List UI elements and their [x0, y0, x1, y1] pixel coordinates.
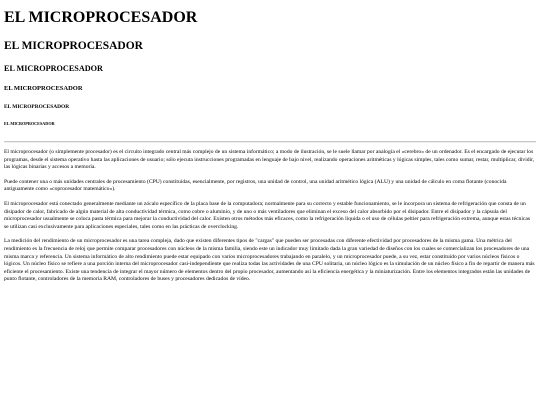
paragraph-performance: La medición del rendimiento de un microprocesador es una tarea compleja, dado que existen diferentes tipos de "cargas" que pueden ser procesadas con diferente efectividad por procesadores de la misma gama. Una métrica del rendimiento es la frecuencia de reloj que permite comparar procesadores con núcleos de la misma familia, siendo este un indicador muy limitado dada la gran variedad de diseños con los cuales se comercializan los procesadores de una misma marca y referencia. Un sistema informático de alto rendimiento puede estar equipado con varios microprocesadores trabajando en paralelo, y un microprocesador puede, a su vez, estar constituido por varios núcleos físicos o lógicos. Un núcleo físico se refiere a una porción interna del microprocesador casi-independiente que realiza todas las actividades de una CPU solitaria, un núcleo lógico es la simulación de un núcleo físico a fin de repartir de manera más eficiente el procesamiento. Existe una tendencia de integrar el mayor número de elementos dentro del propio procesador, aumentando así la eficiencia energética y la miniaturización. Entre los elementos integrados están las unidades de punto flotante, controladores de la memoria RAM, controladores de buses y procesadores dedicados de vídeo. — [4, 238, 535, 283]
paragraph-intro: El microprocesador (o simplemente procesador) es el circuito integrado central más complejo de un sistema informático; a modo de ilustración, se le suele llamar por analogía el «cerebro» de un ordenador. Es el encargado de ejecutar los programas, desde el sistema operativo hasta las aplicaciones de usuario; sólo ejecuta instrucciones programadas en lenguaje de bajo nivel, realizando operaciones aritméticas y lógicas simples, tales como sumar, restar, multiplicar, dividir, las lógicas binarias y accesos a memoria. — [4, 149, 535, 171]
heading-level-2: EL MICROPROCESADOR — [4, 40, 143, 52]
heading-level-5: EL MICROPROCESADOR — [4, 104, 70, 110]
heading-level-1: EL MICROPROCESADOR — [4, 9, 198, 26]
heading-level-6: EL MICROPROCESADOR — [4, 121, 55, 126]
horizontal-rule — [4, 141, 536, 143]
heading-level-3: EL MICROPROCESADOR — [4, 64, 103, 73]
heading-level-4: EL MICROPROCESADOR — [4, 85, 83, 92]
paragraph-cooling: El microprocesador está conectado generalmente mediante un zócalo específico de la placa base de la computadora; normalmente para su correcto y estable funcionamiento, se le incorpora un sistema de refrigeración que consta de un disipador de calor, fabricado de algún material de alta conductividad térmica, como cobre o aluminio, y de uno o más ventiladores que eliminan el exceso del calor absorbido por el disipador. Entre el disipador y la cápsula del microprocesador usualmente se coloca pasta térmica para mejorar la conductividad del calor. Existen otros métodos más eficaces, como la refrigeración líquida o el uso de células peltier para refrigeración extrema, aunque estas técnicas se utilizan casi exclusivamente para aplicaciones especiales, tales como en las prácticas de overclocking. — [4, 200, 531, 230]
paragraph-cpu-units: Puede contener una o más unidades centrales de procesamiento (CPU) constituidas, esencialmente, por registros, una unidad de control, una unidad aritmético lógica (ALU) y una unidad de cálculo en coma flotante (conocida antiguamente como «coprocesador matemático»). — [4, 178, 507, 193]
